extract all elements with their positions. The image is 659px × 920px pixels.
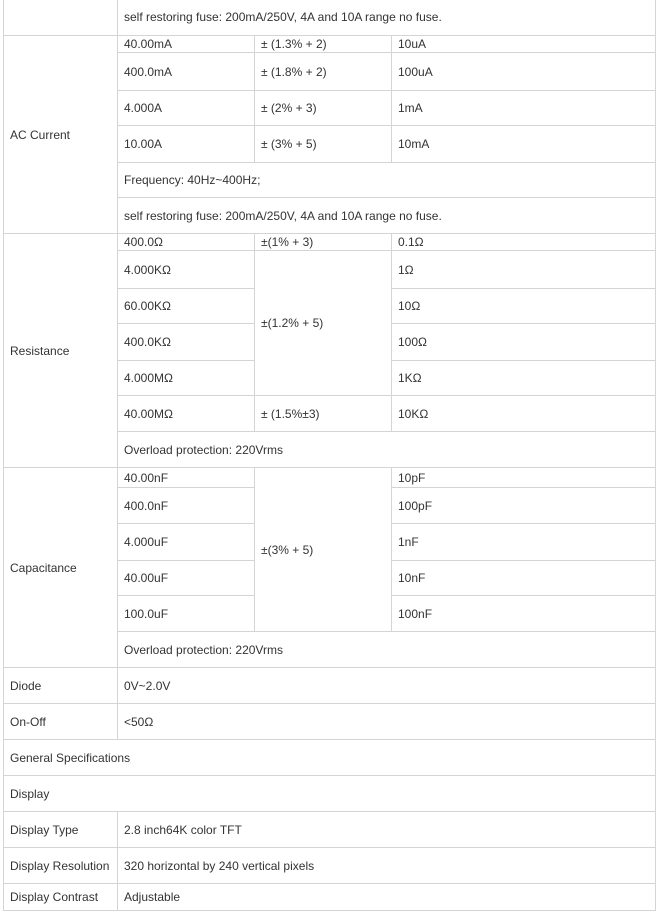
resolution-cell: 10pF — [392, 468, 656, 488]
section-label-resistance: Resistance — [4, 234, 118, 468]
overload-note: Overload protection: 220Vrms — [118, 432, 656, 468]
range-cell: 100.0uF — [118, 596, 255, 632]
row-label-display-resolution: Display Resolution — [4, 848, 118, 884]
range-cell: 4.000KΩ — [118, 251, 255, 289]
range-cell: 40.00MΩ — [118, 396, 255, 432]
row-label-diode: Diode — [4, 668, 118, 704]
resolution-cell: 10nF — [392, 561, 656, 596]
accuracy-cell: ± (2% + 3) — [255, 91, 392, 126]
table-row — [4, 740, 656, 776]
range-cell: 10.00A — [118, 126, 255, 163]
accuracy-cell: ±(3% + 5) — [255, 468, 392, 632]
accuracy-cell: ±(1.2% + 5) — [255, 251, 392, 396]
section-label-capacitance: Capacitance — [4, 468, 118, 668]
overload-note: Overload protection: 220Vrms — [118, 632, 656, 668]
accuracy-cell: ± (1.8% + 2) — [255, 53, 392, 91]
table-row — [4, 704, 656, 740]
range-cell: 400.0nF — [118, 488, 255, 524]
accuracy-cell: ± (1.3% + 2) — [255, 36, 392, 53]
row-label-display-contrast: Display Contrast — [4, 884, 118, 911]
row-value-on-off: <50Ω — [118, 704, 656, 740]
resolution-cell: 10Ω — [392, 289, 656, 324]
accuracy-cell: ±(1% + 3) — [255, 234, 392, 251]
specifications-table — [3, 0, 656, 911]
range-cell: 4.000uF — [118, 524, 255, 561]
accuracy-cell: ± (3% + 5) — [255, 126, 392, 163]
section-heading-display: Display — [4, 776, 656, 812]
row-value-diode: 0V~2.0V — [118, 668, 656, 704]
table-row — [4, 848, 656, 884]
row-label-display-type: Display Type — [4, 812, 118, 848]
resolution-cell: 0.1Ω — [392, 234, 656, 251]
range-cell: 4.000MΩ — [118, 361, 255, 396]
resolution-cell: 10KΩ — [392, 396, 656, 432]
table-row — [4, 812, 656, 848]
resolution-cell: 1nF — [392, 524, 656, 561]
fuse-note: self restoring fuse: 200mA/250V, 4A and 10A range no fuse. — [118, 0, 656, 36]
resolution-cell: 10uA — [392, 36, 656, 53]
table-row — [4, 234, 656, 251]
table-row — [4, 468, 656, 488]
section-label-ac-current: AC Current — [4, 36, 118, 234]
section-heading-general-specifications: General Specifications — [4, 740, 656, 776]
range-cell: 400.0mA — [118, 53, 255, 91]
resolution-cell: 1mA — [392, 91, 656, 126]
row-value-display-type: 2.8 inch64K color TFT — [118, 812, 656, 848]
resolution-cell: 100pF — [392, 488, 656, 524]
range-cell: 40.00uF — [118, 561, 255, 596]
range-cell: 40.00nF — [118, 468, 255, 488]
range-cell: 400.0Ω — [118, 234, 255, 251]
range-cell: 400.0KΩ — [118, 324, 255, 361]
table-row — [4, 36, 656, 53]
table-row — [4, 668, 656, 704]
row-value-display-contrast: Adjustable — [118, 884, 656, 911]
frequency-note: Frequency: 40Hz~400Hz; — [118, 163, 656, 198]
resolution-cell: 100Ω — [392, 324, 656, 361]
range-cell: 4.000A — [118, 91, 255, 126]
resolution-cell: 100nF — [392, 596, 656, 632]
accuracy-cell: ± (1.5%±3) — [255, 396, 392, 432]
table-row — [4, 0, 656, 36]
resolution-cell: 10mA — [392, 126, 656, 163]
range-cell: 60.00KΩ — [118, 289, 255, 324]
table-row — [4, 884, 656, 911]
table-cell — [4, 0, 118, 36]
row-value-display-resolution: 320 horizontal by 240 vertical pixels — [118, 848, 656, 884]
fuse-note: self restoring fuse: 200mA/250V, 4A and 10A range no fuse. — [118, 198, 656, 234]
range-cell: 40.00mA — [118, 36, 255, 53]
resolution-cell: 1KΩ — [392, 361, 656, 396]
resolution-cell: 1Ω — [392, 251, 656, 289]
table-row — [4, 776, 656, 812]
resolution-cell: 100uA — [392, 53, 656, 91]
row-label-on-off: On-Off — [4, 704, 118, 740]
